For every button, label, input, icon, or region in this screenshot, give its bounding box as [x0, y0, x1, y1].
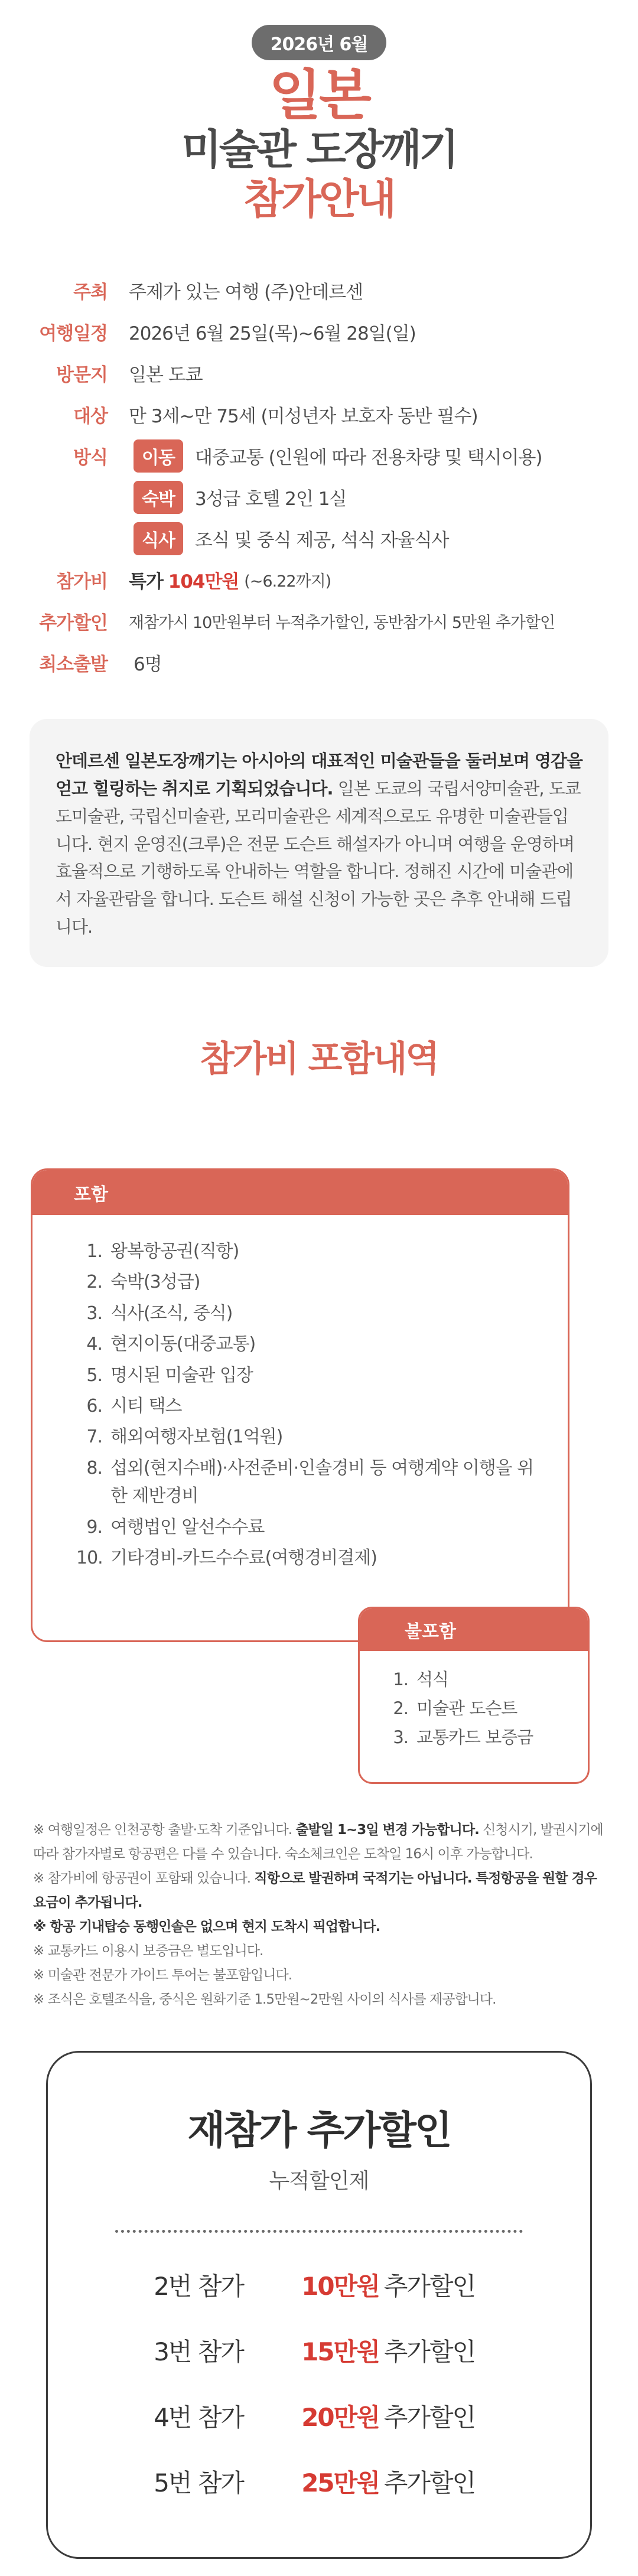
discount-label: 추가할인 — [39, 613, 108, 634]
list-item — [76, 1237, 568, 1265]
min-label: 최소출발 — [39, 654, 108, 676]
info-table — [0, 270, 638, 683]
included-box — [31, 1168, 569, 1642]
note-5: ※ 미술관 전문가 가이드 투어는 불포함입니다. — [33, 1967, 292, 1983]
item-text: 숙박(3성급) — [110, 1272, 200, 1293]
rejoin-row — [48, 2255, 590, 2321]
excluded-header: 불포함 — [360, 1608, 588, 1651]
rejoin-row-amount: 15만원 — [301, 2337, 379, 2366]
list-item — [76, 1392, 568, 1420]
title-guide: 참가안내 — [243, 174, 395, 223]
info-row-min — [0, 642, 638, 683]
item-num: 6. — [86, 1395, 102, 1416]
dotted-divider — [115, 2230, 523, 2233]
item-text: 명시된 미술관 입장 — [110, 1364, 253, 1386]
item-num: 1. — [86, 1241, 102, 1262]
item-text: 미술관 도슨트 — [416, 1698, 517, 1718]
target-value: 만 3세~만 75세 (미성년자 보호자 동반 필수) — [129, 406, 478, 428]
note-2: ※ 참가비에 항공권이 포함돼 있습니다. 직항으로 발권하며 국적기는 아닙니다. 특정항공을 원할 경우 요금이 추가됩니다. — [33, 1870, 597, 1910]
list-item — [76, 1423, 568, 1451]
note-4: ※ 교통카드 이용시 보증금은 별도입니다. — [33, 1943, 263, 1959]
transport-value: 대중교통 (인원에 따라 전용차량 및 택시이용) — [194, 447, 542, 469]
fee-suffix: (~6.22까지) — [244, 572, 331, 591]
item-text: 교통카드 보증금 — [416, 1727, 533, 1747]
item-num: 2. — [393, 1698, 408, 1718]
info-row-fee — [0, 559, 638, 601]
title-country: 일본 — [269, 64, 369, 127]
dates-value: 2026년 6월 25일(목)~6월 28일(일) — [129, 323, 416, 345]
item-text: 해외여행자보험(1억원) — [110, 1427, 283, 1448]
date-badge: 2026년 6월 — [252, 25, 387, 60]
meal-value: 조식 및 중식 제공, 석식 자율식사 — [194, 530, 449, 552]
transport-tag: 이동 — [134, 439, 183, 473]
rejoin-discount-box — [46, 2051, 592, 2559]
lodging-value-wrap — [134, 481, 346, 514]
header — [0, 0, 638, 224]
item-num: 5. — [86, 1364, 102, 1386]
note-1: ※ 여행일정은 인천공항 출발·도착 기준입니다. 출발일 1~3일 변경 가능합니다. 신청시기, 발권시기에 따라 참가자별로 항공편은 다를 수 있습니다. 숙소체크인은 도착일 16시 이후 가능합니다. — [33, 1822, 603, 1862]
rejoin-row — [48, 2321, 590, 2386]
info-row-meal — [0, 518, 638, 559]
discount-value: 재참가시 10만원부터 누적추가할인, 동반참가시 5만원 추가할인 — [129, 614, 555, 633]
item-text: 여행법인 알선수수료 — [110, 1516, 265, 1538]
rejoin-row-amount: 25만원 — [301, 2468, 379, 2497]
list-item — [76, 1362, 568, 1389]
list-item — [390, 1695, 588, 1722]
dates-label: 여행일정 — [39, 323, 108, 345]
info-row-destination — [0, 353, 638, 394]
info-row-dates — [0, 311, 638, 353]
item-num: 2. — [86, 1272, 102, 1293]
rejoin-row — [48, 2452, 590, 2518]
item-text: 현지이동(대중교통) — [110, 1334, 256, 1355]
item-num: 3. — [393, 1727, 408, 1747]
meal-value-wrap — [134, 522, 448, 555]
info-row-organizer — [0, 270, 638, 311]
list-item — [390, 1666, 588, 1694]
item-text: 석식 — [416, 1669, 449, 1689]
list-item — [76, 1300, 568, 1327]
item-num: 9. — [86, 1516, 102, 1538]
info-row-discount — [0, 601, 638, 642]
item-num: 10. — [76, 1547, 103, 1568]
rejoin-row-amount: 10만원 — [301, 2272, 379, 2301]
info-row-lodging — [0, 477, 638, 518]
fee-amount: 104만원 — [168, 571, 239, 593]
list-item — [76, 1544, 568, 1572]
item-text: 기타경비-카드수수료(여행경비결제) — [110, 1547, 377, 1568]
method-label: 방식 — [73, 447, 108, 469]
item-text: 섭외(현지수배)·사전준비·인솔경비 등 여행계약 이행을 위한 제반경비 — [110, 1457, 534, 1507]
list-item — [76, 1513, 568, 1541]
rejoin-row-amount: 20만원 — [301, 2403, 379, 2432]
info-row-target — [0, 394, 638, 435]
rejoin-subtitle: 누적할인제 — [269, 2169, 369, 2193]
item-num: 8. — [86, 1457, 102, 1478]
rejoin-row-suffix: 추가할인 — [383, 2272, 476, 2301]
included-section-title: 참가비 포함내역 — [200, 1038, 438, 1080]
page-title: 미술관 도장깨기 — [181, 125, 457, 174]
destination-value: 일본 도쿄 — [129, 364, 203, 386]
item-num: 1. — [393, 1669, 408, 1689]
intro-bold: 안데르센 일본도장깨기는 아시아의 대표적인 미술관들을 둘러보며 영감을 얻고 힐링하는 취지로 기획되었습니다. — [56, 750, 583, 799]
rejoin-row — [48, 2386, 590, 2452]
organizer-label: 주최 — [73, 282, 108, 304]
item-text: 식사(조식, 중식) — [110, 1302, 233, 1324]
lodging-value: 3성급 호텔 2인 1실 — [194, 489, 347, 510]
destination-label: 방문지 — [56, 364, 108, 386]
note-3: ※ 항공 기내탑승 동행인솔은 없으며 현지 도착시 픽업합니다. — [33, 1919, 380, 1935]
rejoin-row-label: 5번 참가 — [154, 2468, 243, 2497]
fee-prefix: 특가 — [129, 571, 163, 593]
notes — [33, 1818, 612, 2012]
rejoin-row-suffix: 추가할인 — [383, 2403, 476, 2432]
fee-label: 참가비 — [56, 571, 108, 593]
list-item — [76, 1330, 568, 1358]
rejoin-rows — [48, 2255, 590, 2518]
excluded-list — [360, 1651, 588, 1751]
rejoin-title: 재참가 추가할인 — [187, 2108, 451, 2153]
item-text: 시티 택스 — [110, 1395, 182, 1416]
item-num: 3. — [86, 1302, 102, 1324]
transport-value-wrap — [134, 439, 542, 473]
item-text: 왕복항공권(직항) — [110, 1241, 239, 1262]
rejoin-row-suffix: 추가할인 — [383, 2337, 476, 2366]
rejoin-row-label: 4번 참가 — [154, 2403, 243, 2432]
intro-box — [30, 719, 608, 968]
note-6: ※ 조식은 호텔조식을, 중식은 원화기준 1.5만원~2만원 사이의 식사를 제공합니다. — [33, 1991, 496, 2007]
included-list — [32, 1215, 568, 1572]
list-item — [76, 1454, 568, 1510]
rejoin-row-label: 2번 참가 — [154, 2272, 243, 2301]
included-header: 포함 — [32, 1170, 568, 1215]
target-label: 대상 — [73, 406, 108, 428]
intro-text: 일본 도쿄의 국립서양미술관, 도쿄도미술관, 국립신미술관, 모리미술관은 세계적으로도 유명한 미술관들입니다. 현지 운영진(크루)은 전문 도슨트 해설자가 아니며 여행을 운영하며 효율적으로 기행하도록 안내하는 역할을 합니다. 정해진 시간에 미술관에서 자율관람을 합니다. 도슨트 해설 신청이 가능한 곳은 추후 안내해 드립니다. — [56, 778, 581, 937]
organizer-value: 주제가 있는 여행 (주)안데르센 — [129, 282, 363, 304]
rejoin-row-suffix: 추가할인 — [383, 2468, 476, 2497]
item-num: 7. — [86, 1427, 102, 1448]
meal-tag: 식사 — [134, 522, 183, 555]
lodging-tag: 숙박 — [134, 481, 183, 514]
list-item — [390, 1724, 588, 1751]
info-row-method — [0, 435, 638, 477]
min-value: 6명 — [134, 654, 162, 676]
excluded-box — [358, 1607, 590, 1784]
list-item — [76, 1268, 568, 1296]
rejoin-row-label: 3번 참가 — [154, 2337, 243, 2366]
fee-value — [129, 566, 331, 593]
item-num: 4. — [86, 1334, 102, 1355]
